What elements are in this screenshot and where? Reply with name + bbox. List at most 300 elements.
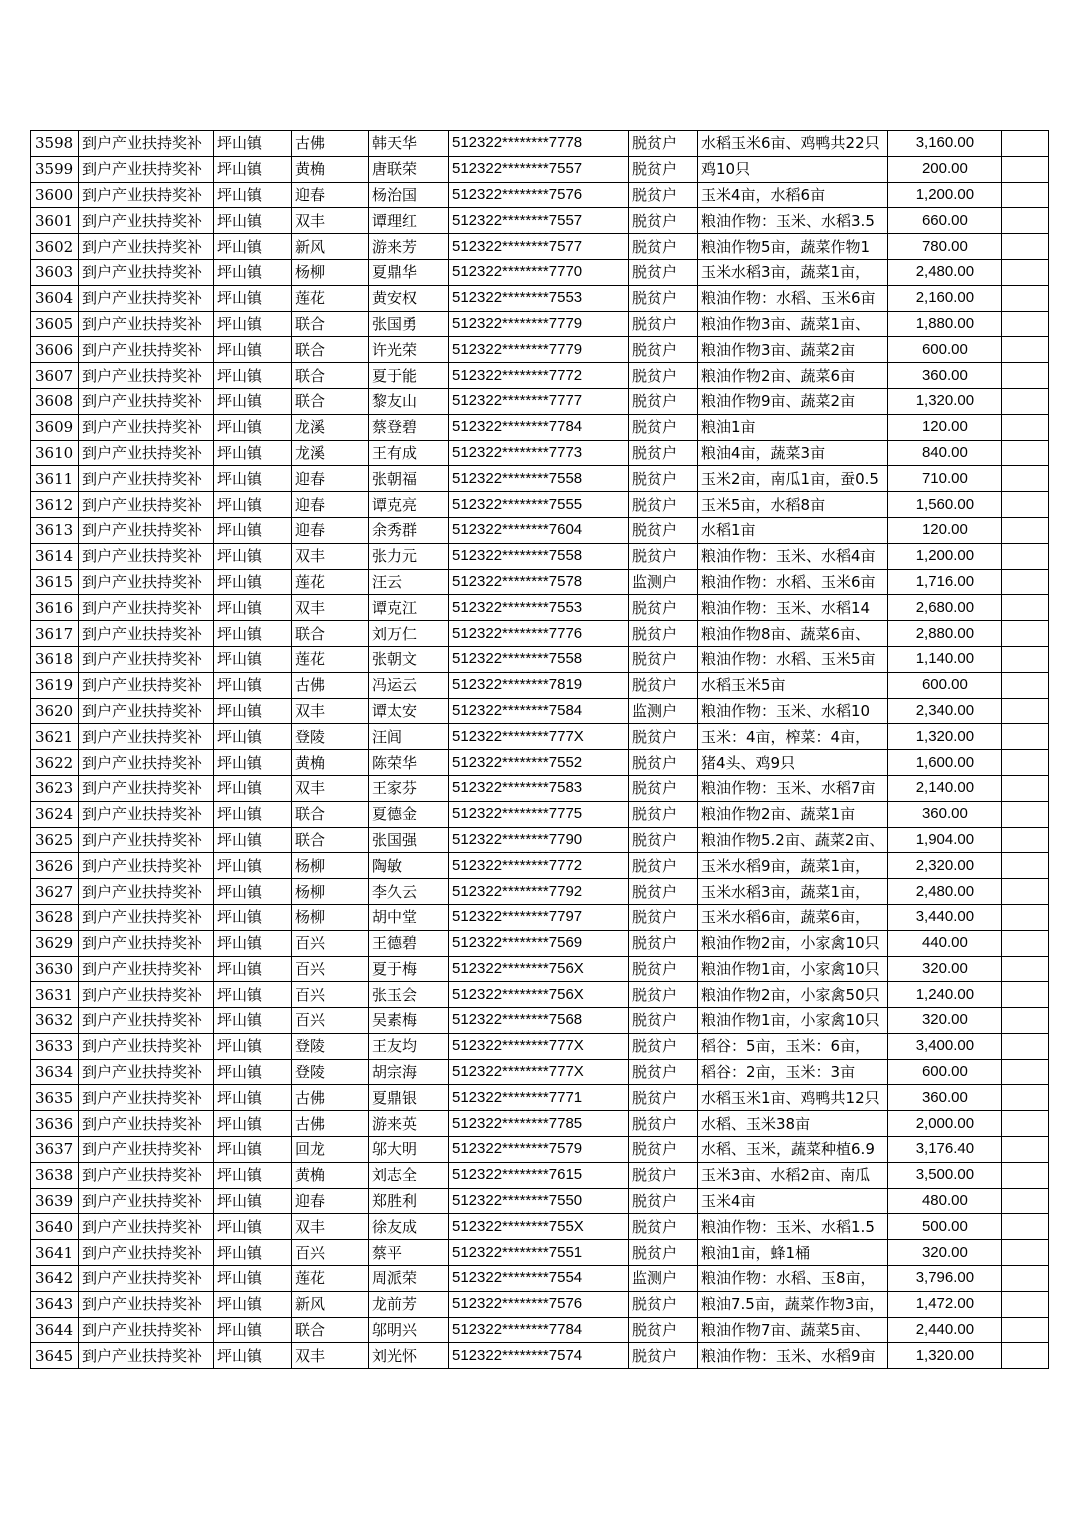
note-cell <box>1002 131 1049 157</box>
town-cell: 坪山镇 <box>214 182 292 208</box>
table-row <box>31 1008 1049 1034</box>
id-number-cell: 512322********7578 <box>449 569 629 595</box>
village-cell: 莲花 <box>292 569 369 595</box>
household-type-cell: 脱贫户 <box>629 1137 698 1163</box>
household-type-cell: 脱贫户 <box>629 311 698 337</box>
table-row <box>31 1266 1049 1292</box>
person-name-cell: 夏鼎银 <box>369 1085 449 1111</box>
note-cell <box>1002 234 1049 260</box>
table-row <box>31 1033 1049 1059</box>
table-row <box>31 388 1049 414</box>
note-cell <box>1002 259 1049 285</box>
subsidy-content-cell: 粮油作物3亩、蔬菜2亩 <box>698 337 888 363</box>
person-name-cell: 谭克江 <box>369 595 449 621</box>
person-name-cell: 黎友山 <box>369 388 449 414</box>
person-name-cell: 吴素梅 <box>369 1008 449 1034</box>
row-number-cell: 3614 <box>31 543 79 569</box>
village-cell: 古佛 <box>292 672 369 698</box>
subsidy-content-cell: 鸡10只 <box>698 156 888 182</box>
subsidy-content-cell: 水稻玉米5亩 <box>698 672 888 698</box>
subsidy-content-cell: 粮油作物：水稻、玉米6亩 <box>698 569 888 595</box>
village-cell: 双丰 <box>292 1214 369 1240</box>
project-name-cell: 到户产业扶持奖补 <box>79 724 214 750</box>
note-cell <box>1002 724 1049 750</box>
project-name-cell: 到户产业扶持奖补 <box>79 1317 214 1343</box>
id-number-cell: 512322********7583 <box>449 775 629 801</box>
id-number-cell: 512322********7784 <box>449 414 629 440</box>
row-number-cell: 3618 <box>31 646 79 672</box>
project-name-cell: 到户产业扶持奖补 <box>79 517 214 543</box>
town-cell: 坪山镇 <box>214 750 292 776</box>
village-cell: 联合 <box>292 801 369 827</box>
id-number-cell: 512322********7558 <box>449 543 629 569</box>
note-cell <box>1002 1291 1049 1317</box>
id-number-cell: 512322********7604 <box>449 517 629 543</box>
household-type-cell: 脱贫户 <box>629 182 698 208</box>
person-name-cell: 张朝福 <box>369 466 449 492</box>
subsidy-content-cell: 粮油1亩 <box>698 414 888 440</box>
person-name-cell: 张国强 <box>369 827 449 853</box>
row-number-cell: 3627 <box>31 879 79 905</box>
note-cell <box>1002 1266 1049 1292</box>
row-number-cell: 3636 <box>31 1111 79 1137</box>
household-type-cell: 脱贫户 <box>629 363 698 389</box>
project-name-cell: 到户产业扶持奖补 <box>79 904 214 930</box>
amount-cell: 120.00 <box>888 414 1002 440</box>
table-row <box>31 131 1049 157</box>
person-name-cell: 徐友成 <box>369 1214 449 1240</box>
village-cell: 百兴 <box>292 982 369 1008</box>
note-cell <box>1002 827 1049 853</box>
id-number-cell: 512322********7775 <box>449 801 629 827</box>
id-number-cell: 512322********7579 <box>449 1137 629 1163</box>
town-cell: 坪山镇 <box>214 595 292 621</box>
person-name-cell: 夏于能 <box>369 363 449 389</box>
table-row <box>31 595 1049 621</box>
project-name-cell: 到户产业扶持奖补 <box>79 259 214 285</box>
row-number-cell: 3615 <box>31 569 79 595</box>
id-number-cell: 512322********7784 <box>449 1317 629 1343</box>
id-number-cell: 512322********7576 <box>449 182 629 208</box>
note-cell <box>1002 1240 1049 1266</box>
id-number-cell: 512322********7785 <box>449 1111 629 1137</box>
town-cell: 坪山镇 <box>214 646 292 672</box>
note-cell <box>1002 1111 1049 1137</box>
amount-cell: 600.00 <box>888 1059 1002 1085</box>
id-number-cell: 512322********7777 <box>449 388 629 414</box>
table-row <box>31 569 1049 595</box>
id-number-cell: 512322********7779 <box>449 311 629 337</box>
household-type-cell: 脱贫户 <box>629 466 698 492</box>
person-name-cell: 游来英 <box>369 1111 449 1137</box>
note-cell <box>1002 1008 1049 1034</box>
note-cell <box>1002 466 1049 492</box>
row-number-cell: 3631 <box>31 982 79 1008</box>
town-cell: 坪山镇 <box>214 1111 292 1137</box>
household-type-cell: 脱贫户 <box>629 234 698 260</box>
note-cell <box>1002 440 1049 466</box>
subsidy-content-cell: 粮油作物2亩、蔬菜1亩 <box>698 801 888 827</box>
project-name-cell: 到户产业扶持奖补 <box>79 131 214 157</box>
town-cell: 坪山镇 <box>214 672 292 698</box>
row-number-cell: 3609 <box>31 414 79 440</box>
subsidy-content-cell: 粮油作物：水稻、玉8亩， <box>698 1266 888 1292</box>
row-number-cell: 3635 <box>31 1085 79 1111</box>
village-cell: 迎春 <box>292 517 369 543</box>
amount-cell: 2,340.00 <box>888 698 1002 724</box>
id-number-cell: 512322********7551 <box>449 1240 629 1266</box>
person-name-cell: 龙前芳 <box>369 1291 449 1317</box>
household-type-cell: 脱贫户 <box>629 775 698 801</box>
row-number-cell: 3629 <box>31 930 79 956</box>
table-row <box>31 1162 1049 1188</box>
village-cell: 登陵 <box>292 724 369 750</box>
amount-cell: 780.00 <box>888 234 1002 260</box>
household-type-cell: 脱贫户 <box>629 827 698 853</box>
subsidy-content-cell: 粮油作物：玉米、水稻9亩 <box>698 1343 888 1369</box>
household-type-cell: 脱贫户 <box>629 930 698 956</box>
project-name-cell: 到户产业扶持奖补 <box>79 621 214 647</box>
household-type-cell: 脱贫户 <box>629 1162 698 1188</box>
note-cell <box>1002 182 1049 208</box>
table-row <box>31 904 1049 930</box>
id-number-cell: 512322********7778 <box>449 131 629 157</box>
village-cell: 百兴 <box>292 956 369 982</box>
person-name-cell: 冯运云 <box>369 672 449 698</box>
subsidy-content-cell: 粮油作物9亩、蔬菜2亩 <box>698 388 888 414</box>
household-type-cell: 脱贫户 <box>629 956 698 982</box>
person-name-cell: 胡中堂 <box>369 904 449 930</box>
id-number-cell: 512322********777X <box>449 724 629 750</box>
project-name-cell: 到户产业扶持奖补 <box>79 569 214 595</box>
person-name-cell: 周派荣 <box>369 1266 449 1292</box>
table-row <box>31 982 1049 1008</box>
town-cell: 坪山镇 <box>214 131 292 157</box>
row-number-cell: 3625 <box>31 827 79 853</box>
subsidy-content-cell: 粮油作物：水稻、玉米6亩 <box>698 285 888 311</box>
note-cell <box>1002 208 1049 234</box>
amount-cell: 3,176.40 <box>888 1137 1002 1163</box>
amount-cell: 1,320.00 <box>888 724 1002 750</box>
note-cell <box>1002 1343 1049 1369</box>
row-number-cell: 3601 <box>31 208 79 234</box>
subsidy-content-cell: 粮油作物1亩，小家禽10只 <box>698 1008 888 1034</box>
subsidy-content-cell: 玉米3亩、水稻2亩、南瓜 <box>698 1162 888 1188</box>
town-cell: 坪山镇 <box>214 1008 292 1034</box>
row-number-cell: 3610 <box>31 440 79 466</box>
subsidy-content-cell: 稻谷：2亩，玉米：3亩 <box>698 1059 888 1085</box>
village-cell: 莲花 <box>292 1266 369 1292</box>
town-cell: 坪山镇 <box>214 208 292 234</box>
person-name-cell: 王有成 <box>369 440 449 466</box>
village-cell: 杨柳 <box>292 879 369 905</box>
id-number-cell: 512322********7553 <box>449 595 629 621</box>
town-cell: 坪山镇 <box>214 517 292 543</box>
town-cell: 坪山镇 <box>214 259 292 285</box>
project-name-cell: 到户产业扶持奖补 <box>79 234 214 260</box>
row-number-cell: 3606 <box>31 337 79 363</box>
id-number-cell: 512322********7550 <box>449 1188 629 1214</box>
town-cell: 坪山镇 <box>214 621 292 647</box>
town-cell: 坪山镇 <box>214 466 292 492</box>
town-cell: 坪山镇 <box>214 1162 292 1188</box>
id-number-cell: 512322********7790 <box>449 827 629 853</box>
id-number-cell: 512322********7552 <box>449 750 629 776</box>
person-name-cell: 胡宗海 <box>369 1059 449 1085</box>
household-type-cell: 脱贫户 <box>629 982 698 1008</box>
project-name-cell: 到户产业扶持奖补 <box>79 337 214 363</box>
person-name-cell: 张朝文 <box>369 646 449 672</box>
subsidy-content-cell: 稻谷：5亩，玉米：6亩， <box>698 1033 888 1059</box>
subsidy-content-cell: 粮油作物：玉米、水稻14 <box>698 595 888 621</box>
table-row <box>31 1111 1049 1137</box>
person-name-cell: 黄安权 <box>369 285 449 311</box>
table-row <box>31 1059 1049 1085</box>
note-cell <box>1002 285 1049 311</box>
note-cell <box>1002 517 1049 543</box>
note-cell <box>1002 1085 1049 1111</box>
household-type-cell: 脱贫户 <box>629 156 698 182</box>
household-type-cell: 脱贫户 <box>629 414 698 440</box>
town-cell: 坪山镇 <box>214 1085 292 1111</box>
person-name-cell: 夏鼎华 <box>369 259 449 285</box>
amount-cell: 500.00 <box>888 1214 1002 1240</box>
household-type-cell: 脱贫户 <box>629 595 698 621</box>
amount-cell: 2,480.00 <box>888 259 1002 285</box>
note-cell <box>1002 904 1049 930</box>
village-cell: 杨柳 <box>292 853 369 879</box>
person-name-cell: 陶敏 <box>369 853 449 879</box>
town-cell: 坪山镇 <box>214 1188 292 1214</box>
note-cell <box>1002 1188 1049 1214</box>
person-name-cell: 蔡平 <box>369 1240 449 1266</box>
note-cell <box>1002 569 1049 595</box>
amount-cell: 2,680.00 <box>888 595 1002 621</box>
village-cell: 迎春 <box>292 1188 369 1214</box>
table-row <box>31 1240 1049 1266</box>
village-cell: 双丰 <box>292 1343 369 1369</box>
table-row <box>31 517 1049 543</box>
project-name-cell: 到户产业扶持奖补 <box>79 543 214 569</box>
amount-cell: 3,796.00 <box>888 1266 1002 1292</box>
amount-cell: 600.00 <box>888 337 1002 363</box>
person-name-cell: 李久云 <box>369 879 449 905</box>
table-row <box>31 827 1049 853</box>
note-cell <box>1002 775 1049 801</box>
subsidy-content-cell: 粮油作物：玉米、水稻4亩 <box>698 543 888 569</box>
village-cell: 百兴 <box>292 930 369 956</box>
subsidy-content-cell: 粮油作物8亩、蔬菜6亩、 <box>698 621 888 647</box>
project-name-cell: 到户产业扶持奖补 <box>79 492 214 518</box>
subsidy-content-cell: 水稻玉米6亩、鸡鸭共22只 <box>698 131 888 157</box>
person-name-cell: 唐联荣 <box>369 156 449 182</box>
table-row <box>31 259 1049 285</box>
amount-cell: 1,560.00 <box>888 492 1002 518</box>
village-cell: 双丰 <box>292 543 369 569</box>
subsidy-content-cell: 玉米4亩 <box>698 1188 888 1214</box>
note-cell <box>1002 930 1049 956</box>
person-name-cell: 谭克亮 <box>369 492 449 518</box>
row-number-cell: 3604 <box>31 285 79 311</box>
table-row <box>31 543 1049 569</box>
subsidy-content-cell: 玉米水稻3亩，蔬菜1亩， <box>698 879 888 905</box>
project-name-cell: 到户产业扶持奖补 <box>79 698 214 724</box>
household-type-cell: 脱贫户 <box>629 621 698 647</box>
amount-cell: 1,320.00 <box>888 1343 1002 1369</box>
subsidy-content-cell: 粮油作物：玉米、水稻3.5 <box>698 208 888 234</box>
village-cell: 回龙 <box>292 1137 369 1163</box>
subsidy-content-cell: 玉米水稻6亩，蔬菜6亩， <box>698 904 888 930</box>
id-number-cell: 512322********7557 <box>449 156 629 182</box>
project-name-cell: 到户产业扶持奖补 <box>79 388 214 414</box>
subsidy-content-cell: 粮油作物2亩，小家禽10只 <box>698 930 888 956</box>
row-number-cell: 3607 <box>31 363 79 389</box>
table-row <box>31 285 1049 311</box>
note-cell <box>1002 750 1049 776</box>
table-row <box>31 466 1049 492</box>
subsidy-content-cell: 玉米：4亩，榨菜：4亩， <box>698 724 888 750</box>
subsidy-content-cell: 水稻、玉米，蔬菜种植6.9 <box>698 1137 888 1163</box>
table-row <box>31 1317 1049 1343</box>
household-type-cell: 脱贫户 <box>629 1291 698 1317</box>
note-cell <box>1002 492 1049 518</box>
town-cell: 坪山镇 <box>214 492 292 518</box>
village-cell: 黄桷 <box>292 1162 369 1188</box>
amount-cell: 480.00 <box>888 1188 1002 1214</box>
id-number-cell: 512322********7558 <box>449 646 629 672</box>
note-cell <box>1002 879 1049 905</box>
town-cell: 坪山镇 <box>214 879 292 905</box>
household-type-cell: 脱贫户 <box>629 1059 698 1085</box>
row-number-cell: 3598 <box>31 131 79 157</box>
project-name-cell: 到户产业扶持奖补 <box>79 182 214 208</box>
id-number-cell: 512322********7557 <box>449 208 629 234</box>
subsidy-content-cell: 玉米2亩，南瓜1亩，蚕0.5 <box>698 466 888 492</box>
amount-cell: 2,320.00 <box>888 853 1002 879</box>
subsidy-content-cell: 粮油作物1亩，小家禽10只 <box>698 956 888 982</box>
amount-cell: 1,600.00 <box>888 750 1002 776</box>
amount-cell: 1,904.00 <box>888 827 1002 853</box>
amount-cell: 320.00 <box>888 1240 1002 1266</box>
row-number-cell: 3616 <box>31 595 79 621</box>
row-number-cell: 3638 <box>31 1162 79 1188</box>
amount-cell: 200.00 <box>888 156 1002 182</box>
table-row <box>31 337 1049 363</box>
town-cell: 坪山镇 <box>214 569 292 595</box>
person-name-cell: 谭理红 <box>369 208 449 234</box>
village-cell: 登陵 <box>292 1033 369 1059</box>
village-cell: 联合 <box>292 621 369 647</box>
id-number-cell: 512322********7819 <box>449 672 629 698</box>
row-number-cell: 3643 <box>31 1291 79 1317</box>
note-cell <box>1002 311 1049 337</box>
project-name-cell: 到户产业扶持奖补 <box>79 827 214 853</box>
subsidy-content-cell: 粮油作物2亩，小家禽50只 <box>698 982 888 1008</box>
note-cell <box>1002 1137 1049 1163</box>
subsidy-content-cell: 粮油7.5亩，蔬菜作物3亩， <box>698 1291 888 1317</box>
household-type-cell: 脱贫户 <box>629 646 698 672</box>
person-name-cell: 郑胜利 <box>369 1188 449 1214</box>
village-cell: 古佛 <box>292 1111 369 1137</box>
village-cell: 联合 <box>292 337 369 363</box>
subsidy-content-cell: 水稻1亩 <box>698 517 888 543</box>
town-cell: 坪山镇 <box>214 1137 292 1163</box>
household-type-cell: 脱贫户 <box>629 672 698 698</box>
table-row <box>31 1214 1049 1240</box>
village-cell: 联合 <box>292 311 369 337</box>
village-cell: 百兴 <box>292 1240 369 1266</box>
town-cell: 坪山镇 <box>214 311 292 337</box>
amount-cell: 440.00 <box>888 930 1002 956</box>
person-name-cell: 韩天华 <box>369 131 449 157</box>
row-number-cell: 3644 <box>31 1317 79 1343</box>
subsidy-content-cell: 玉米水稻9亩，蔬菜1亩， <box>698 853 888 879</box>
row-number-cell: 3639 <box>31 1188 79 1214</box>
subsidy-content-cell: 粮油作物3亩、蔬菜1亩、 <box>698 311 888 337</box>
table-row <box>31 208 1049 234</box>
amount-cell: 2,480.00 <box>888 879 1002 905</box>
village-cell: 登陵 <box>292 1059 369 1085</box>
town-cell: 坪山镇 <box>214 234 292 260</box>
row-number-cell: 3640 <box>31 1214 79 1240</box>
table-row <box>31 1291 1049 1317</box>
project-name-cell: 到户产业扶持奖补 <box>79 930 214 956</box>
person-name-cell: 邬明兴 <box>369 1317 449 1343</box>
amount-cell: 1,320.00 <box>888 388 1002 414</box>
amount-cell: 3,500.00 <box>888 1162 1002 1188</box>
village-cell: 双丰 <box>292 775 369 801</box>
subsidy-content-cell: 粮油作物：水稻、玉米5亩 <box>698 646 888 672</box>
household-type-cell: 脱贫户 <box>629 517 698 543</box>
note-cell <box>1002 1317 1049 1343</box>
table-row <box>31 724 1049 750</box>
row-number-cell: 3603 <box>31 259 79 285</box>
town-cell: 坪山镇 <box>214 904 292 930</box>
amount-cell: 3,400.00 <box>888 1033 1002 1059</box>
village-cell: 龙溪 <box>292 414 369 440</box>
town-cell: 坪山镇 <box>214 801 292 827</box>
person-name-cell: 蔡登碧 <box>369 414 449 440</box>
note-cell <box>1002 801 1049 827</box>
table-row <box>31 1343 1049 1369</box>
amount-cell: 120.00 <box>888 517 1002 543</box>
id-number-cell: 512322********7779 <box>449 337 629 363</box>
project-name-cell: 到户产业扶持奖补 <box>79 1085 214 1111</box>
note-cell <box>1002 414 1049 440</box>
project-name-cell: 到户产业扶持奖补 <box>79 1188 214 1214</box>
town-cell: 坪山镇 <box>214 1317 292 1343</box>
row-number-cell: 3623 <box>31 775 79 801</box>
id-number-cell: 512322********7771 <box>449 1085 629 1111</box>
note-cell <box>1002 543 1049 569</box>
row-number-cell: 3630 <box>31 956 79 982</box>
project-name-cell: 到户产业扶持奖补 <box>79 156 214 182</box>
project-name-cell: 到户产业扶持奖补 <box>79 956 214 982</box>
note-cell <box>1002 1214 1049 1240</box>
amount-cell: 320.00 <box>888 1008 1002 1034</box>
project-name-cell: 到户产业扶持奖补 <box>79 1008 214 1034</box>
note-cell <box>1002 698 1049 724</box>
town-cell: 坪山镇 <box>214 956 292 982</box>
person-name-cell: 谭太安 <box>369 698 449 724</box>
row-number-cell: 3624 <box>31 801 79 827</box>
town-cell: 坪山镇 <box>214 337 292 363</box>
subsidy-content-cell: 水稻、玉米38亩 <box>698 1111 888 1137</box>
town-cell: 坪山镇 <box>214 827 292 853</box>
town-cell: 坪山镇 <box>214 698 292 724</box>
village-cell: 莲花 <box>292 285 369 311</box>
project-name-cell: 到户产业扶持奖补 <box>79 982 214 1008</box>
